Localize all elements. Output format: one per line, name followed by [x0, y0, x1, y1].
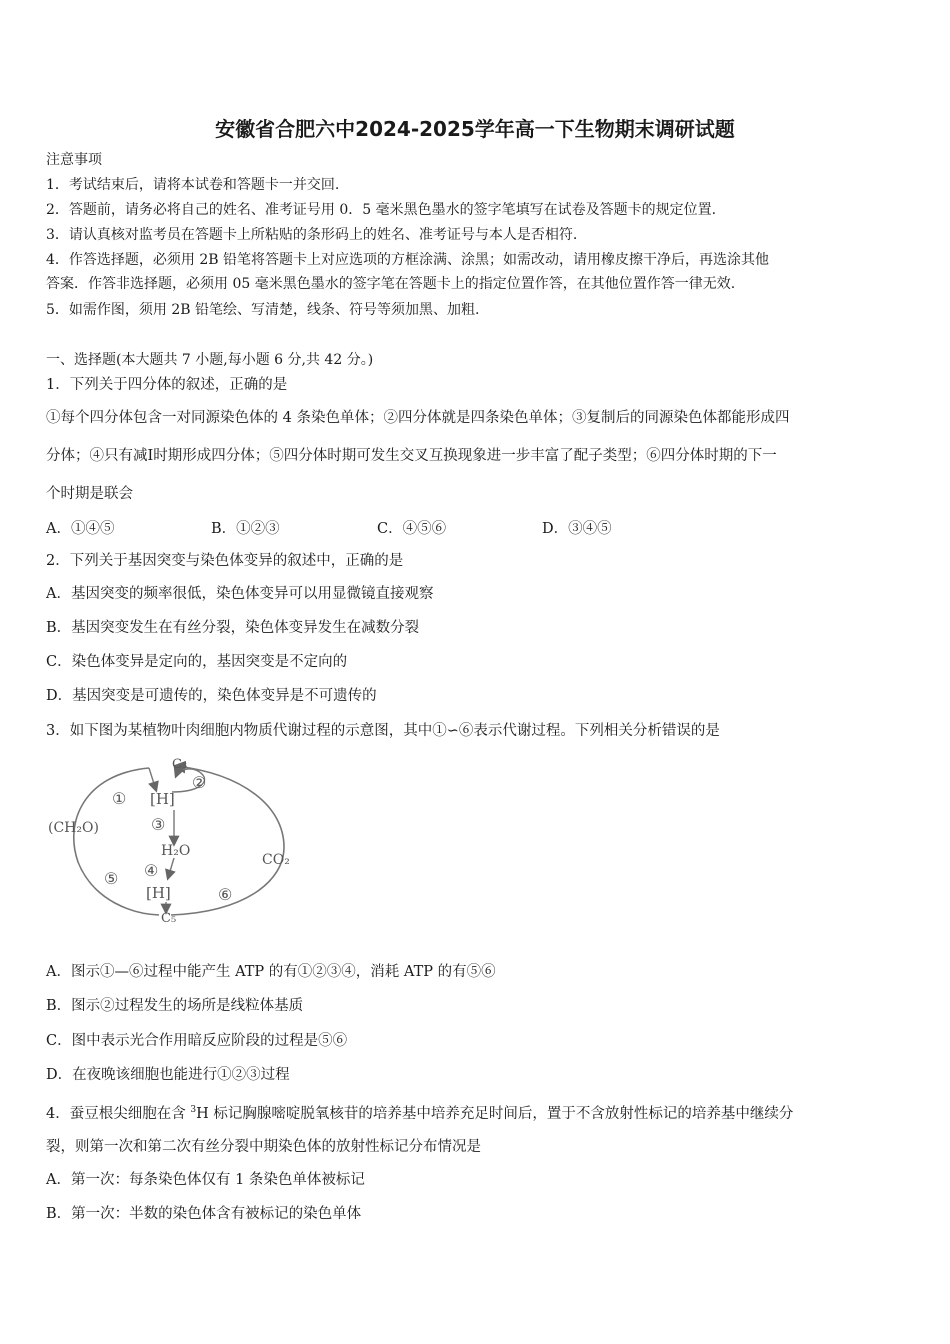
- notice-item: 3．请认真核对监考员在答题卡上所粘贴的条形码上的姓名、准考证号与本人是否相符.: [46, 227, 578, 243]
- co2-label: CO₂: [262, 852, 290, 868]
- h-bottom-label: [H]: [146, 884, 171, 902]
- section-heading: 一、选择题(本大题共 7 小题,每小题 6 分,共 42 分。): [46, 352, 374, 368]
- option-a[interactable]: A．基因突变的频率很低，染色体变异可以用显微镜直接观察: [46, 586, 434, 602]
- process-2-label: ②: [192, 773, 207, 792]
- question-1-stem: 1．下列关于四分体的叙述，正确的是: [46, 377, 288, 393]
- page-title: 安徽省合肥六中2024-2025学年高一下生物期末调研试题: [215, 117, 735, 141]
- question-4-stem-line2: 裂，则第一次和第二次有丝分裂中期染色体的放射性标记分布情况是: [46, 1139, 481, 1155]
- metabolism-diagram: [44, 752, 304, 924]
- question-1-body: 个时期是联会: [46, 486, 133, 502]
- option-a[interactable]: A．①④⑤: [46, 521, 115, 537]
- process-1-label: ①: [112, 789, 127, 808]
- option-b[interactable]: B．①②③: [211, 521, 280, 537]
- question-4-stem-post: H 标记胸腺嘧啶脱氧核苷的培养基中培养充足时间后，置于不含放射性标记的培养基中继续分: [196, 1105, 794, 1122]
- option-a[interactable]: A．第一次：每条染色体仅有 1 条染色单体被标记: [46, 1172, 365, 1188]
- notice-item: 1．考试结束后，请将本试卷和答题卡一并交回.: [46, 177, 340, 193]
- option-d[interactable]: D．③④⑤: [542, 521, 612, 537]
- option-c[interactable]: C．图中表示光合作用暗反应阶段的过程是⑤⑥: [46, 1033, 348, 1049]
- process-4-label: ④: [144, 861, 159, 880]
- question-1-body: ①每个四分体包含一对同源染色体的 4 条染色单体；②四分体就是四条染色单体；③复制后的同源染色体都能形成四: [46, 410, 790, 426]
- question-3-stem: 3．如下图为某植物叶肉细胞内物质代谢过程的示意图，其中①∽⑥表示代谢过程。下列相关分析错误的是: [46, 723, 720, 739]
- option-d[interactable]: D．基因突变是可遗传的，染色体变异是不可遗传的: [46, 688, 377, 704]
- c5-label: C₅: [161, 911, 177, 924]
- option-b[interactable]: B．图示②过程发生的场所是线粒体基质: [46, 998, 304, 1014]
- process-3-label: ③: [151, 815, 166, 834]
- notice-item: 4．作答选择题，必须用 2B 铅笔将答题卡上对应选项的方框涂满、涂黑；如需改动，请用橡皮擦干净后，再选涂其他: [46, 252, 769, 268]
- notice-heading: 注意事项: [46, 152, 102, 168]
- option-a[interactable]: A．图示①—⑥过程中能产生 ATP 的有①②③④，消耗 ATP 的有⑤⑥: [46, 964, 496, 980]
- option-d[interactable]: D．在夜晚该细胞也能进行①②③过程: [46, 1067, 290, 1083]
- question-1-options: [46, 517, 906, 537]
- h-top-label: [H]: [150, 790, 175, 808]
- option-c[interactable]: C．染色体变异是定向的，基因突变是不定向的: [46, 654, 348, 670]
- ch2o-label: (CH₂O): [48, 820, 99, 836]
- superscript-3: 3: [190, 1105, 197, 1115]
- arrow-c3-to-h: [149, 768, 156, 790]
- option-b[interactable]: B．基因突变发生在有丝分裂，染色体变异发生在减数分裂: [46, 620, 420, 636]
- question-2-stem: 2．下列关于基因突变与染色体变异的叙述中，正确的是: [46, 553, 404, 569]
- question-4-stem-pre: 4．蚕豆根尖细胞在含: [46, 1105, 191, 1122]
- notice-item: 5．如需作图，须用 2B 铅笔绘、写清楚，线条、符号等须加黑、加粗.: [46, 302, 480, 318]
- question-1-body: 分体；④只有减Ⅰ时期形成四分体；⑤四分体时期可发生交叉互换现象进一步丰富了配子类型；⑥四分体时期的下一: [46, 448, 777, 464]
- arrow-h2o-to-h: [168, 858, 174, 878]
- option-b[interactable]: B．第一次：半数的染色体含有被标记的染色单体: [46, 1206, 362, 1222]
- option-c[interactable]: C．④⑤⑥: [377, 521, 447, 537]
- c3-label: C₃: [172, 757, 188, 772]
- notice-item: 答案．作答非选择题，必须用 05 毫米黑色墨水的签字笔在答题卡上的指定位置作答，在其他位置作答一律无效.: [46, 276, 736, 292]
- notice-item: 2．答题前，请务必将自己的姓名、准考证号用 0．5 毫米黑色墨水的签字笔填写在试卷及答题卡的规定位置.: [46, 202, 717, 218]
- question-4-stem: [46, 1100, 793, 1124]
- process-5-label: ⑤: [104, 869, 119, 888]
- h2o-label: H₂O: [161, 843, 191, 859]
- process-6-label: ⑥: [218, 885, 233, 904]
